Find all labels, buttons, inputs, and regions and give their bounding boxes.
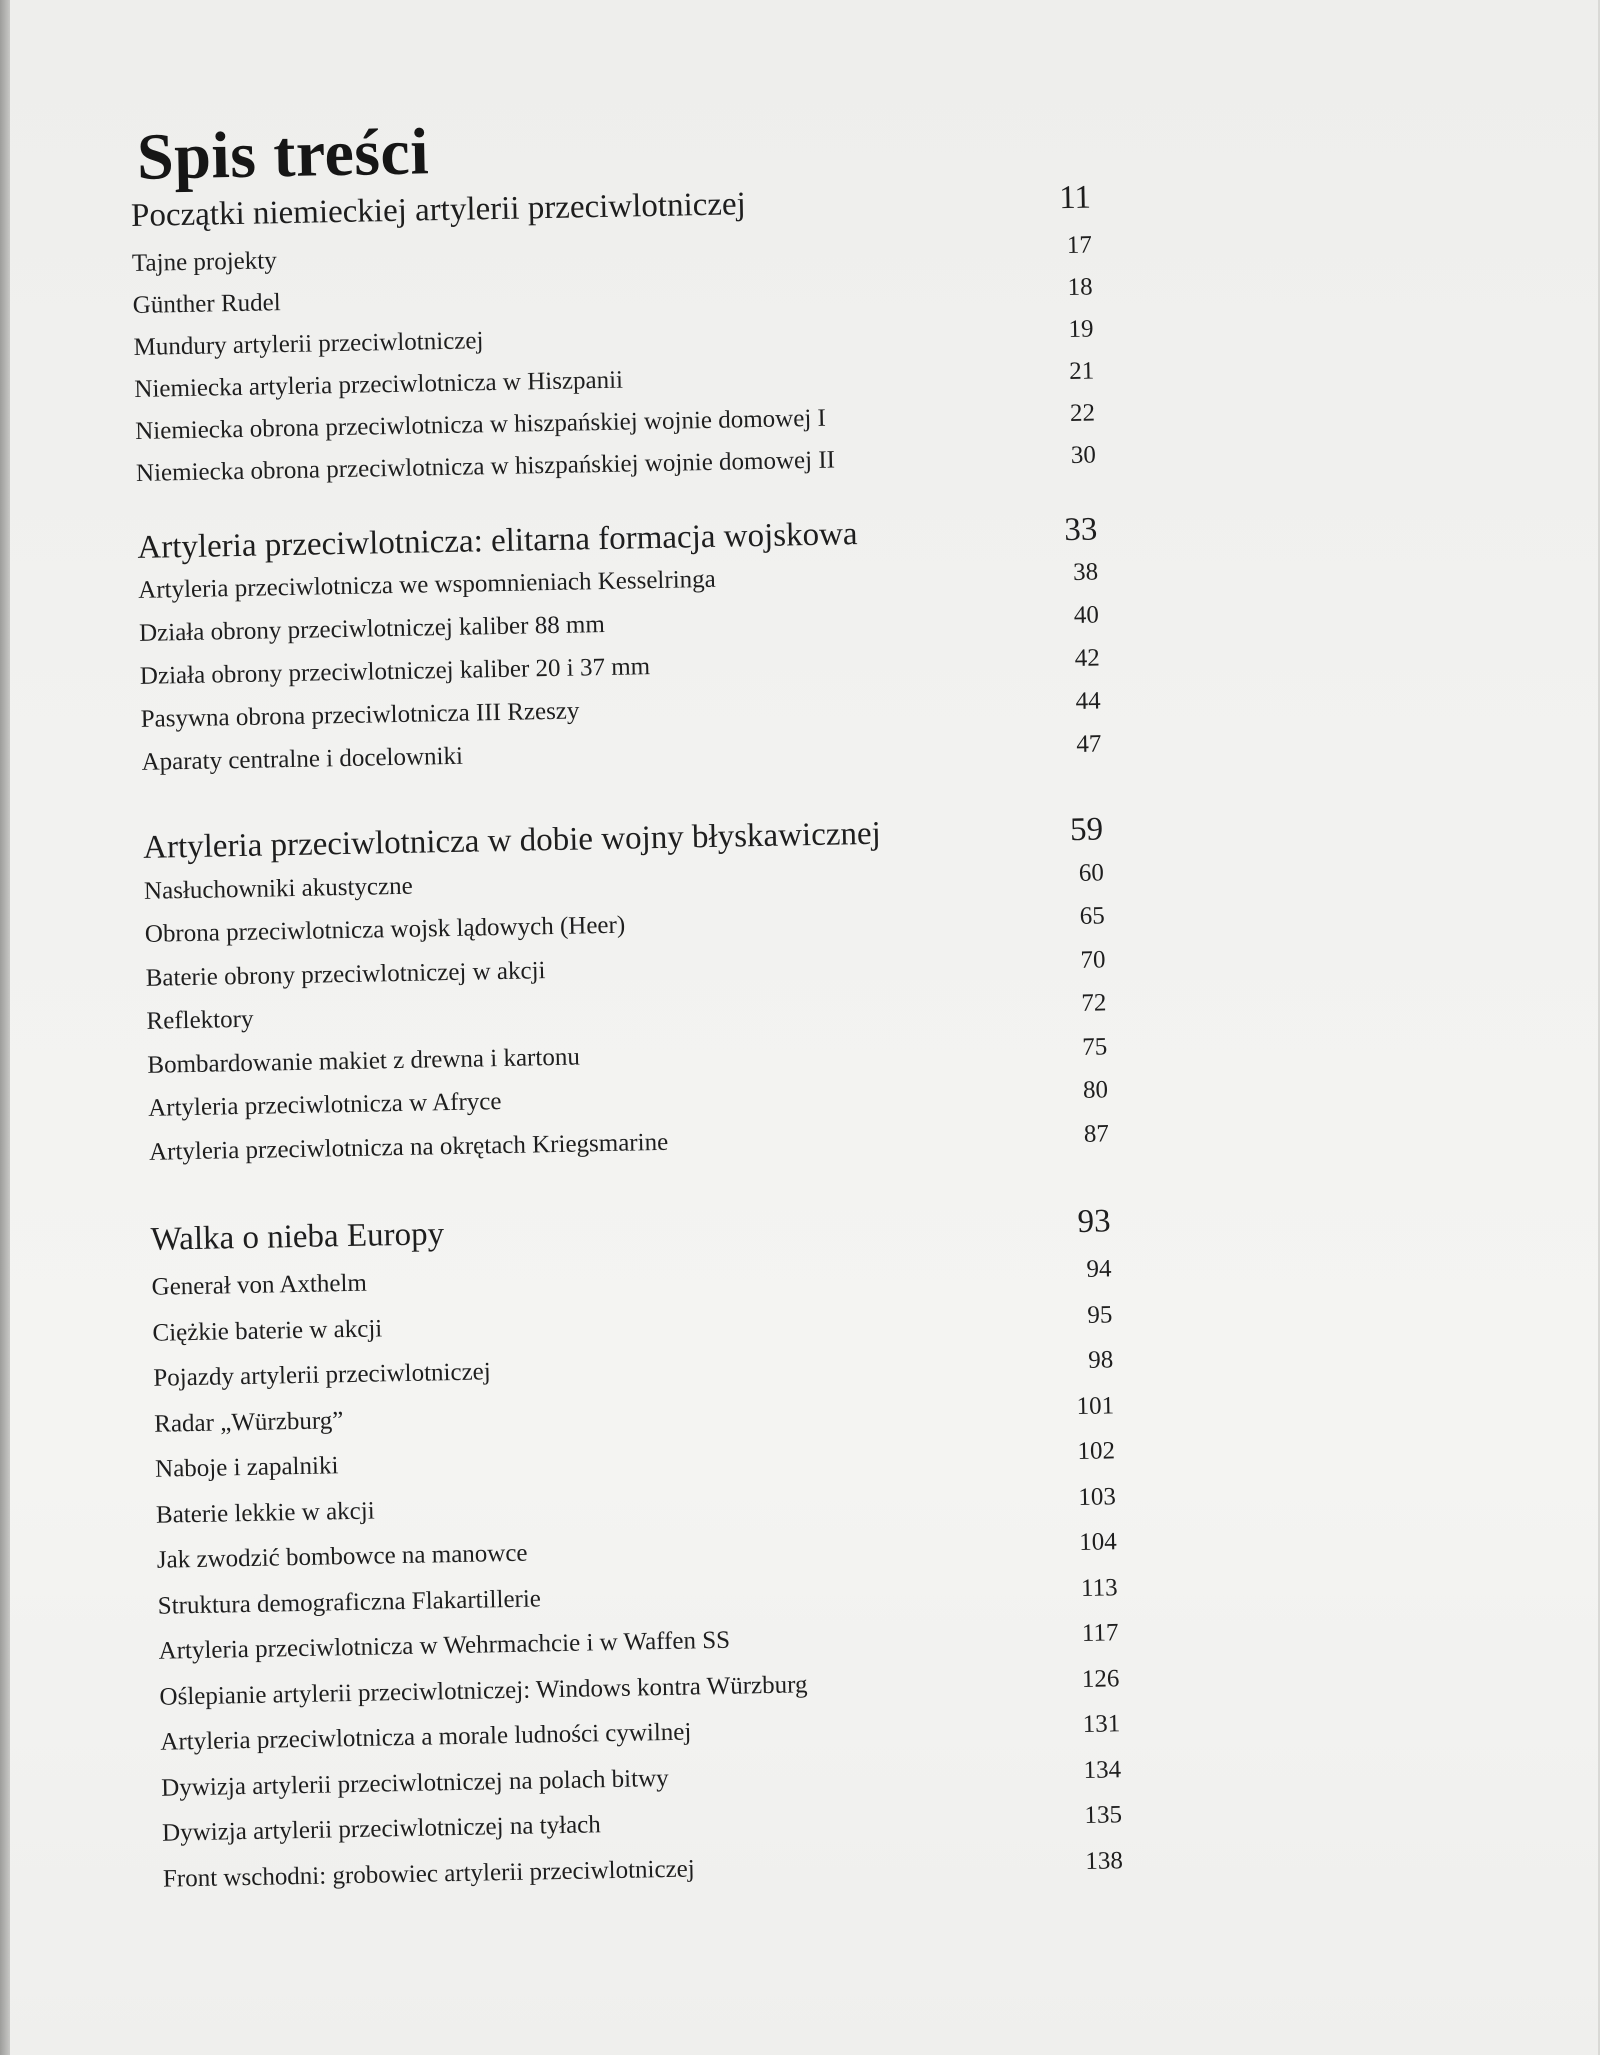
entry-page-number: 47	[1076, 730, 1102, 758]
entry-label: Tajne projekty	[131, 247, 277, 277]
section-page-number: 33	[1063, 511, 1098, 549]
entry-page-number: 72	[1081, 989, 1107, 1017]
entry-page-number: 135	[1084, 1801, 1123, 1829]
entry-page-number: 126	[1081, 1664, 1120, 1693]
entry-page-number: 102	[1077, 1437, 1116, 1466]
entry-page-number: 70	[1080, 945, 1106, 974]
entry-label: Jak zwodzić bombowce na manowce	[156, 1539, 528, 1574]
entry-label: Pojazdy artylerii przeciwlotniczej	[153, 1358, 491, 1392]
entry-label: Artyleria przeciwlotnicza we wspomnieniach Kesselringa	[138, 565, 716, 604]
entry-page-number: 65	[1079, 902, 1105, 930]
section-heading: Początki niemieckiej artylerii przeciwlotniczej	[130, 186, 747, 234]
entry-page-number: 22	[1069, 399, 1096, 427]
section-heading: Artyleria przeciwlotnicza w dobie wojny błyskawicznej	[142, 815, 882, 866]
entry-page-number: 80	[1082, 1076, 1109, 1104]
entry-page-number: 98	[1087, 1346, 1114, 1374]
entry-label: Naboje i zapalniki	[154, 1452, 339, 1483]
entry-page-number: 42	[1074, 644, 1100, 672]
entry-label: Nasłuchowniki akustyczne	[143, 872, 413, 905]
entry-page-number: 17	[1066, 231, 1093, 260]
toc-section	[143, 811, 1110, 1181]
entry-label: Artyleria przeciwlotnicza w Afryce	[147, 1088, 502, 1122]
toc-section	[150, 1203, 1123, 1910]
entry-label: Struktura demograficzna Flakartillerie	[157, 1584, 542, 1620]
entry-page-number: 40	[1073, 601, 1100, 629]
entry-label: Radar „Würzburg”	[154, 1406, 344, 1438]
entry-label: Artyleria przeciwlotnicza a morale ludności cywilnej	[160, 1718, 692, 1756]
page-title: Spis treści	[136, 115, 430, 194]
entry-label: Ciężkie baterie w akcji	[152, 1314, 383, 1347]
entry-page-number: 87	[1083, 1119, 1110, 1148]
entry-page-number: 60	[1078, 858, 1105, 887]
entry-page-number: 117	[1081, 1619, 1119, 1647]
entry-page-number: 131	[1082, 1710, 1121, 1738]
entry-label: Obrona przeciwlotnicza wojsk lądowych (Heer)	[144, 911, 626, 948]
entry-label: Dywizja artylerii przeciwlotniczej na polach bitwy	[160, 1764, 669, 1802]
entry-page-number: 19	[1068, 315, 1094, 344]
entry-label: Oślepianie artylerii przeciwlotniczej: Windows kontra Würzburg	[159, 1670, 808, 1711]
table-of-contents	[10, 0, 1598, 2055]
entry-label: Günther Rudel	[132, 289, 281, 319]
entry-page-number: 101	[1076, 1391, 1115, 1420]
toc-section	[137, 512, 1102, 792]
entry-page-number: 138	[1085, 1846, 1124, 1875]
entry-label: Niemiecka artyleria przeciwlotnicza w Hiszpanii	[134, 366, 624, 403]
entry-label: Reflektory	[146, 1005, 254, 1035]
entry-page-number: 113	[1080, 1573, 1118, 1602]
entry-page-number: 134	[1083, 1755, 1122, 1784]
entry-label: Niemiecka obrona przeciwlotnicza w hiszpańskiej wojnie domowej II	[135, 446, 836, 487]
toc-section	[131, 180, 1097, 502]
book-page	[10, 0, 1598, 2055]
entry-page-number: 38	[1072, 558, 1099, 586]
entry-label: Mundury artylerii przeciwlotniczej	[133, 327, 484, 361]
entry-page-number: 21	[1068, 357, 1095, 386]
entry-page-number: 95	[1087, 1300, 1113, 1329]
section-heading: Artyleria przeciwlotnicza: elitarna formacja wojskowa	[137, 516, 858, 566]
entry-label: Pasywna obrona przeciwlotnicza III Rzeszy	[140, 697, 580, 733]
entry-page-number: 103	[1078, 1482, 1117, 1511]
entry-label: Baterie obrony przeciwlotniczej w akcji	[145, 956, 546, 992]
section-page-number: 11	[1058, 179, 1092, 217]
entry-page-number: 18	[1067, 273, 1093, 302]
entry-page-number: 30	[1070, 441, 1097, 469]
entry-label: Generał von Axthelm	[151, 1269, 368, 1301]
entry-label: Działa obrony przeciwlotniczej kaliber 20 i 37 mm	[139, 653, 651, 690]
entry-page-number: 94	[1086, 1255, 1112, 1283]
entry-label: Aparaty centralne i docelowniki	[141, 742, 464, 776]
entry-page-number: 104	[1078, 1528, 1117, 1557]
entry-page-number: 75	[1081, 1032, 1108, 1061]
entry-label: Artyleria przeciwlotnicza na okrętach Kriegsmarine	[148, 1128, 669, 1166]
entry-label: Działa obrony przeciwlotniczej kaliber 88 mm	[138, 610, 606, 647]
entry-label: Niemiecka obrona przeciwlotnicza w hiszpańskiej wojnie domowej I	[134, 404, 827, 445]
section-page-number: 93	[1077, 1203, 1111, 1241]
section-page-number: 59	[1069, 811, 1104, 849]
entry-page-number: 44	[1075, 687, 1101, 715]
entry-label: Baterie lekkie w akcji	[155, 1497, 375, 1529]
book-spine-edge	[0, 0, 10, 2055]
section-heading: Walka o nieba Europy	[150, 1216, 445, 1258]
entry-label: Bombardowanie makiet z drewna i kartonu	[147, 1043, 581, 1079]
entry-label: Dywizja artylerii przeciwlotniczej na tyłach	[161, 1811, 601, 1847]
entry-label: Front wschodni: grobowiec artylerii przeciwlotniczej	[162, 1854, 695, 1893]
entry-label: Artyleria przeciwlotnicza w Wehrmachcie i w Waffen SS	[158, 1626, 731, 1665]
